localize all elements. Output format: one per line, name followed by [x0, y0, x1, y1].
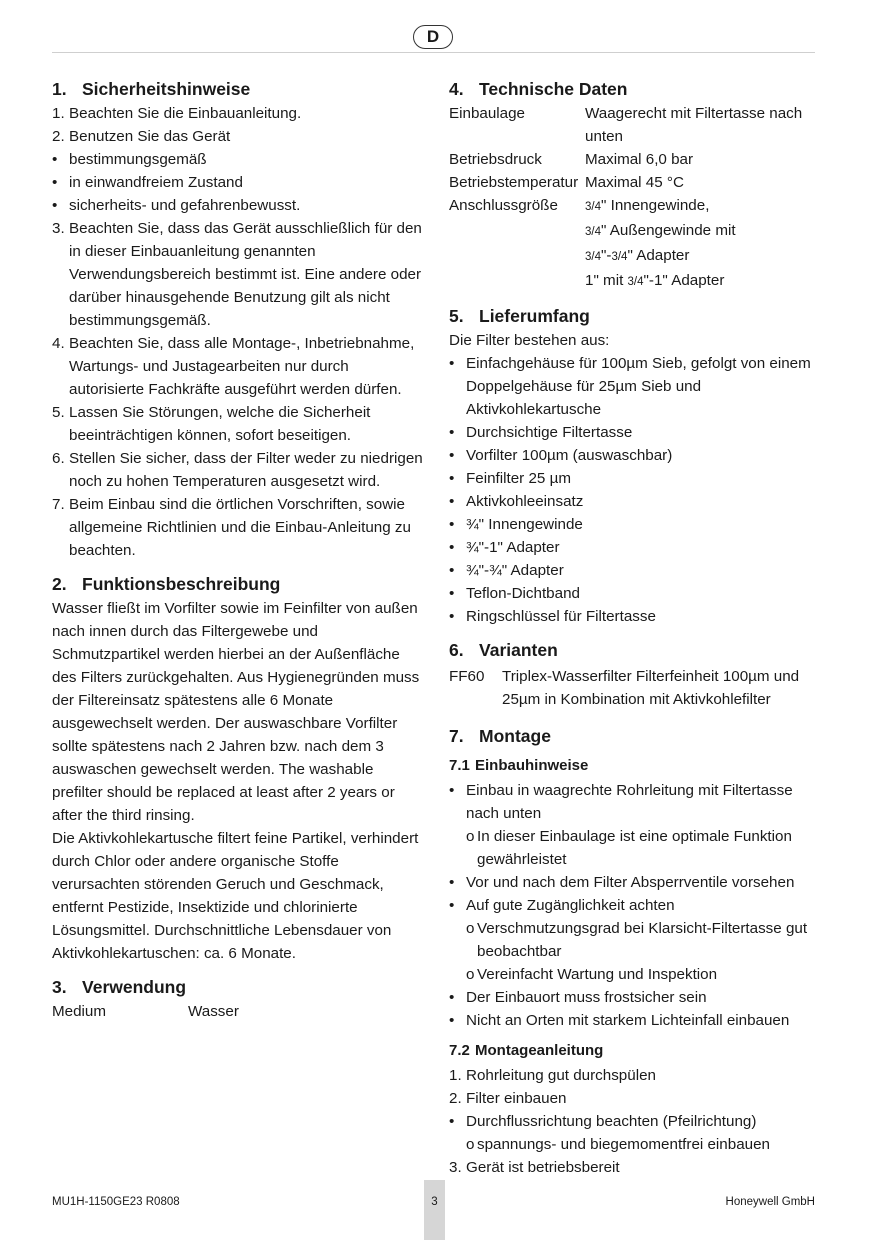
list-item-text: Durchflussrichtung beachten (Pfeilrichtung) [466, 1113, 757, 1130]
list-item-text: Vorfilter 100µm (auswaschbar) [466, 447, 673, 464]
installation-step-item [449, 1087, 817, 1110]
list-item-text: Auf gute Zugänglichkeit achten [466, 897, 675, 914]
list-item-text: Rohrleitung gut durchspülen [466, 1067, 656, 1084]
list-marker: 3. [449, 1159, 462, 1176]
list-marker: o [466, 828, 475, 845]
list-item-text: Verschmutzungsgrad bei Klarsicht-Filtertasse gut beobachtbar [477, 920, 808, 960]
list-item-text: in einwandfreiem Zustand [69, 174, 243, 191]
list-marker: 2. [52, 128, 65, 145]
company-name: Honeywell GmbH [725, 1196, 815, 1208]
safety-list-item [52, 125, 424, 148]
delivery-list [449, 352, 817, 628]
left-column [52, 78, 424, 1023]
list-item-text: Einbau in waagrechte Rohrleitung mit Filtertasse nach unten [466, 782, 793, 822]
safety-list-item [52, 217, 424, 332]
safety-list-item [52, 171, 424, 194]
bullet-icon: • [449, 585, 455, 602]
list-marker: 2. [449, 1090, 462, 1107]
list-item-text: ¾" Innengewinde [466, 516, 583, 533]
section-3-heading: 3. Verwendung [52, 977, 187, 997]
document-id: MU1H-1150GE23 R0808 [52, 1196, 180, 1208]
list-item-text: Beachten Sie, dass alle Montage-, Inbetriebnahme, Wartungs- und Justagearbeiten nur durch autorisierte Fachkräfte ausgeführt werden dürfen. [69, 335, 415, 398]
installation-note-item [449, 986, 817, 1009]
section-5-heading: 5. Lieferumfang [449, 306, 590, 326]
bullet-icon: • [449, 447, 455, 464]
list-marker: • [449, 1012, 455, 1029]
bullet-icon: • [449, 424, 455, 441]
delivery-list-item [449, 467, 817, 490]
spec-row-anschluss [449, 194, 817, 294]
list-item-text: Vereinfacht Wartung und Inspektion [477, 966, 718, 983]
list-item-text: Beachten Sie die Einbauanleitung. [69, 105, 302, 122]
installation-note-item [449, 825, 817, 871]
subsection-7-1-heading: 7.1 Einbauhinweise [449, 757, 589, 774]
list-item-text: Benutzen Sie das Gerät [69, 128, 231, 145]
function-paragraph-2: Die Aktivkohlekartusche filtert feine Partikel, verhindert durch Chlor oder andere organische Stoffe verursachten störenden Geruch und Geschmack, entfernt Pestizide, Insektizide und chlorinierte Lösungsmittel. Durchschnittliche Lebensdauer von Aktivkohlekartuschen: ca. 6 Monate. [52, 830, 419, 962]
spec-value: Waagerecht mit Filtertasse nach unten [585, 105, 803, 145]
list-item-text: bestimmungsgemäß [69, 151, 207, 168]
list-marker: • [449, 782, 455, 799]
list-marker: 5. [52, 404, 65, 421]
subsection-7-2-heading: 7.2 Montageanleitung [449, 1042, 604, 1059]
spec-row-einbaulage [449, 102, 817, 148]
list-item-text: sicherheits- und gefahrenbewusst. [69, 197, 301, 214]
safety-list-item [52, 194, 424, 217]
installation-step-item [449, 1133, 817, 1156]
safety-list-item [52, 493, 424, 562]
bullet-icon: • [449, 355, 455, 372]
section-7-heading: 7. Montage [449, 726, 551, 746]
spec-label: Betriebstemperatur [449, 174, 579, 191]
right-column [449, 78, 817, 1179]
list-item-text: Teflon-Dichtband [466, 585, 580, 602]
bullet-icon: • [449, 608, 455, 625]
list-item-text: ¾"-¾" Adapter [466, 562, 564, 579]
installation-step-item [449, 1110, 817, 1133]
safety-list-item [52, 332, 424, 401]
page-number: 3 [424, 1180, 445, 1240]
spec-label: Anschlussgröße [449, 197, 558, 214]
installation-steps-list [449, 1064, 817, 1179]
installation-note-item [449, 963, 817, 986]
list-marker: 1. [52, 105, 65, 122]
installation-note-item [449, 779, 817, 825]
bullet-icon: • [449, 493, 455, 510]
list-item-text: Feinfilter 25 µm [466, 470, 571, 487]
section-2-heading: 2. Funktionsbeschreibung [52, 574, 281, 594]
spec-row-temperatur [449, 171, 817, 194]
spec-label: Einbaulage [449, 105, 526, 122]
usage-row [52, 1000, 424, 1023]
list-item-text: In dieser Einbaulage ist eine optimale Funktion gewährleistet [477, 828, 792, 868]
list-marker: • [52, 151, 58, 168]
usage-value: Wasser [188, 1003, 239, 1020]
list-item-text: Vor und nach dem Filter Absperrventile vorsehen [466, 874, 795, 891]
list-marker: 3. [52, 220, 65, 237]
list-marker: 6. [52, 450, 65, 467]
installation-note-item [449, 1009, 817, 1032]
delivery-list-item [449, 444, 817, 467]
list-item-text: Filter einbauen [466, 1090, 567, 1107]
variant-row [449, 665, 817, 711]
delivery-list-item [449, 513, 817, 536]
safety-list-item [52, 447, 424, 493]
installation-note-item [449, 894, 817, 917]
list-item-text: Beim Einbau sind die örtlichen Vorschriften, sowie allgemeine Richtlinien und die Einbau-Anleitung zu beachten. [69, 496, 411, 559]
list-marker: • [52, 197, 58, 214]
list-marker: o [466, 966, 475, 983]
spec-label: Betriebsdruck [449, 151, 542, 168]
list-marker: 1. [449, 1067, 462, 1084]
list-marker: • [449, 1113, 455, 1130]
safety-list-item [52, 401, 424, 447]
list-item-text: Lassen Sie Störungen, welche die Sicherheit beeinträchtigen können, sofort beseitigen. [69, 404, 371, 444]
list-item-text: ¾"-1" Adapter [466, 539, 560, 556]
safety-list-item [52, 148, 424, 171]
spec-row-druck [449, 148, 817, 171]
safety-list [52, 102, 424, 562]
list-marker: 4. [52, 335, 65, 352]
page-footer [0, 1180, 875, 1240]
delivery-list-item [449, 490, 817, 513]
bullet-icon: • [449, 516, 455, 533]
list-item-text: spannungs- und biegemomentfrei einbauen [477, 1136, 770, 1153]
list-item-text: Stellen Sie sicher, dass der Filter weder zu niedrigen noch zu hohen Temperaturen ausgesetzt wird. [69, 450, 423, 490]
list-marker: • [449, 989, 455, 1006]
installation-step-item [449, 1064, 817, 1087]
list-item-text: Gerät ist betriebsbereit [466, 1159, 620, 1176]
list-item-text: Aktivkohleeinsatz [466, 493, 584, 510]
list-item-text: Ringschlüssel für Filtertasse [466, 608, 656, 625]
list-item-text: Durchsichtige Filtertasse [466, 424, 633, 441]
list-item-text: Beachten Sie, dass das Gerät ausschließlich für den in dieser Einbauanleitung genannten Verwendungsbereich bestimmt ist. Eine andere oder darüber hinausgehende Benutzung gilt als nicht bestimmungsgemäß. [69, 220, 422, 329]
delivery-list-item [449, 421, 817, 444]
installation-note-item [449, 917, 817, 963]
section-6-heading: 6. Varianten [449, 640, 558, 660]
delivery-list-item [449, 559, 817, 582]
list-marker: • [449, 897, 455, 914]
bullet-icon: • [449, 470, 455, 487]
variant-description: Triplex-Wasserfilter Filterfeinheit 100µm und 25µm in Kombination mit Aktivkohlefilter [502, 668, 800, 708]
installation-notes-list [449, 779, 817, 1032]
installation-note-item [449, 871, 817, 894]
language-badge: D [413, 25, 453, 49]
list-item-text: Der Einbauort muss frostsicher sein [466, 989, 707, 1006]
usage-label: Medium [52, 1003, 107, 1020]
section-1-heading: 1. Sicherheitshinweise [52, 79, 251, 99]
spec-value: Maximal 45 °C [585, 174, 684, 191]
delivery-list-item [449, 582, 817, 605]
delivery-list-item [449, 536, 817, 559]
delivery-list-item [449, 605, 817, 628]
list-marker: o [466, 920, 475, 937]
header-rule [52, 52, 815, 53]
list-marker: • [52, 174, 58, 191]
list-item-text: Nicht an Orten mit starkem Lichteinfall einbauen [466, 1012, 790, 1029]
spec-value: 3/4" Innengewinde, 3/4" Außengewinde mit 3/4"-3/4" Adapter 1" mit 3/4"-1" Adapter [585, 197, 736, 289]
safety-list-item [52, 102, 424, 125]
list-marker: • [449, 874, 455, 891]
bullet-icon: • [449, 539, 455, 556]
section-4-heading: 4. Technische Daten [449, 79, 628, 99]
function-paragraph-1: Wasser fließt im Vorfilter sowie im Feinfilter von außen nach innen durch das Filtergewebe und Schmutzpartikel werden hierbei an der Außenfläche des Filters zurückgehalten. Aus Hygienegründen muss der Filtereinsatz spätestens alle 6 Monate ausgewechselt werden. Der auswaschbare Vorfilter sollte spätestens nach 2 Jahren bzw. nach dem 3 auswaschen gewechselt werden. The washable prefilter should be replaced at least after 2 years or after the third rinsing. [52, 600, 420, 824]
delivery-list-item [449, 352, 817, 421]
spec-value: Maximal 6,0 bar [585, 151, 694, 168]
list-item-text: Einfachgehäuse für 100µm Sieb, gefolgt von einem Doppelgehäuse für 25µm Sieb und Aktivkohlekartusche [466, 355, 811, 418]
list-marker: o [466, 1136, 475, 1153]
variant-code: FF60 [449, 668, 485, 685]
list-marker: 7. [52, 496, 65, 513]
delivery-intro: Die Filter bestehen aus: [449, 332, 610, 349]
bullet-icon: • [449, 562, 455, 579]
installation-step-item [449, 1156, 817, 1179]
